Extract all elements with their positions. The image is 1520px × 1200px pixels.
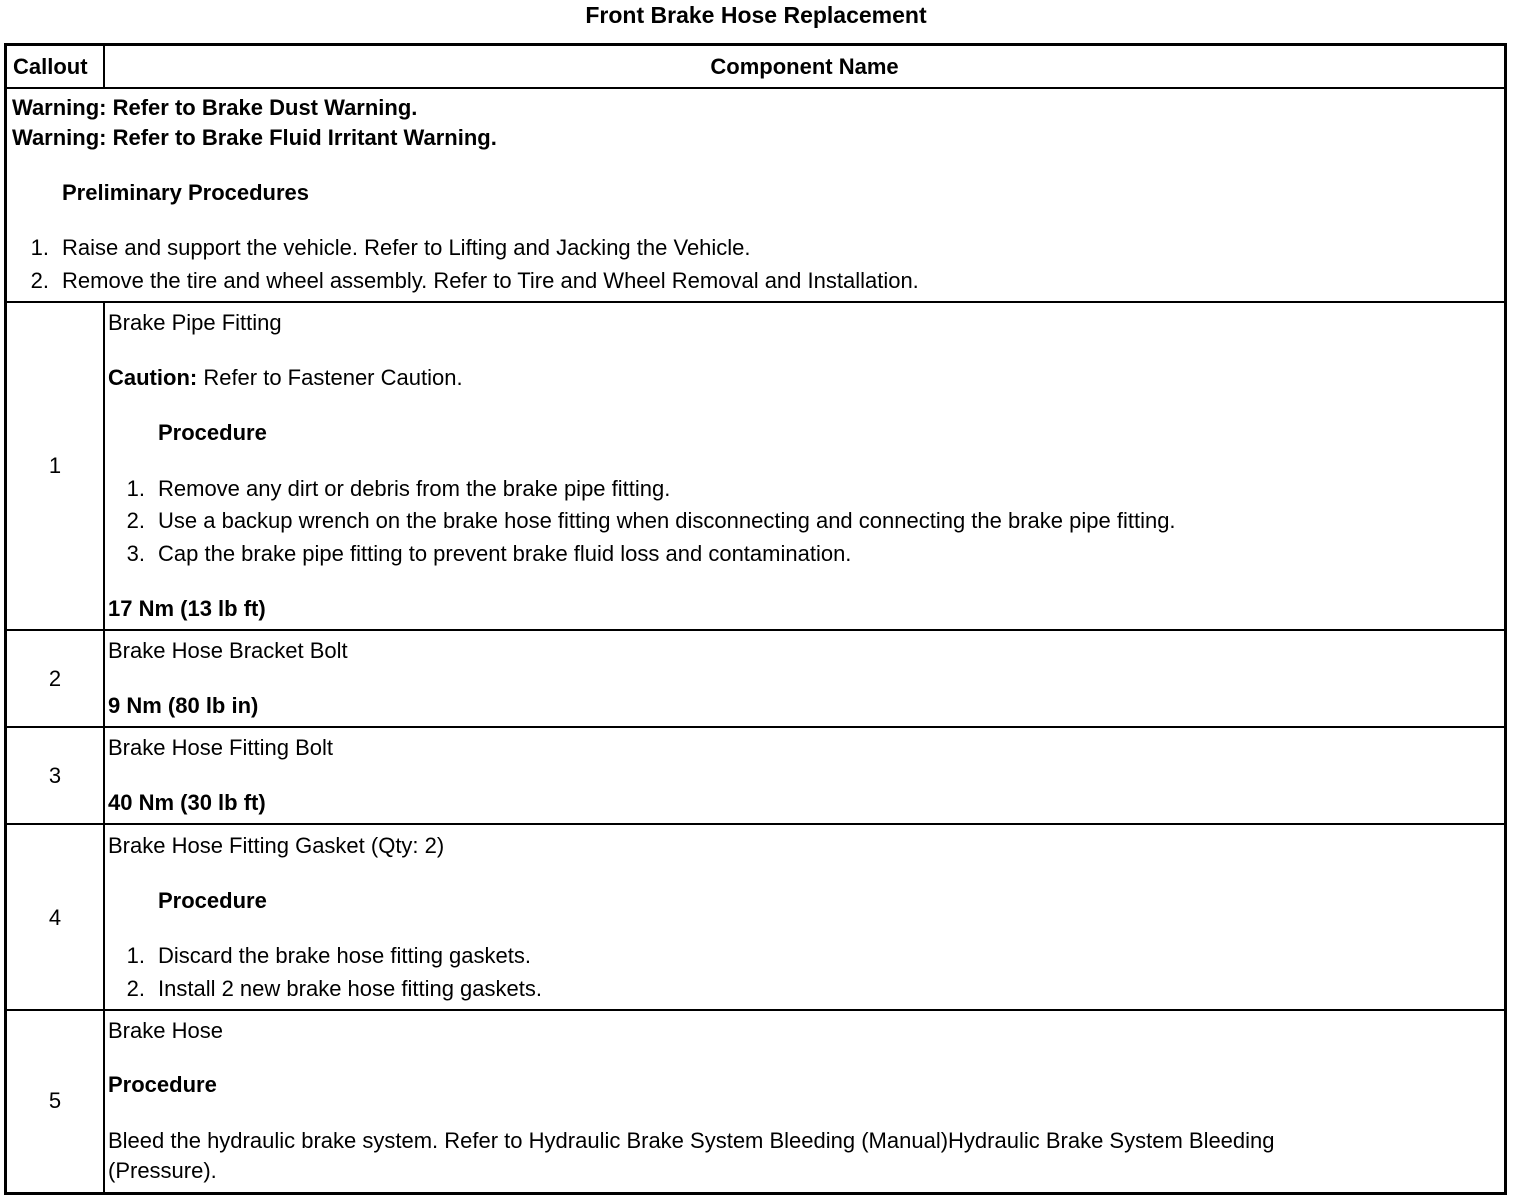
column-divider bbox=[103, 301, 105, 1192]
row-divider bbox=[7, 301, 1504, 303]
header-divider bbox=[7, 87, 1504, 89]
callout-number: 4 bbox=[48, 905, 62, 930]
step-number: 2. bbox=[126, 976, 145, 1001]
callout-header: Callout bbox=[13, 54, 88, 79]
warning-text: Warning: Refer to Brake Dust Warning. bbox=[12, 95, 418, 120]
torque-spec: 9 Nm (80 lb in) bbox=[108, 693, 259, 718]
procedure-heading: Procedure bbox=[158, 420, 267, 445]
step-number: 1. bbox=[30, 235, 49, 260]
step-text: Install 2 new brake hose fitting gaskets. bbox=[158, 976, 542, 1001]
step-text: Cap the brake pipe fitting to prevent brake fluid loss and contamination. bbox=[158, 541, 852, 566]
callout-number: 2 bbox=[48, 666, 62, 691]
row-divider bbox=[7, 629, 1504, 631]
step-text: Remove any dirt or debris from the brake pipe fitting. bbox=[158, 476, 671, 501]
row-divider bbox=[7, 1009, 1504, 1011]
torque-spec: 17 Nm (13 lb ft) bbox=[108, 596, 266, 621]
step-number: 2. bbox=[30, 268, 49, 293]
procedure-heading: Procedure bbox=[108, 1072, 217, 1097]
caution-label: Caution: bbox=[108, 365, 198, 390]
caution-text: Refer to Fastener Caution. bbox=[197, 365, 463, 390]
step-number: 3. bbox=[126, 541, 145, 566]
step-number: 1. bbox=[126, 943, 145, 968]
procedure-text: Bleed the hydraulic brake system. Refer to Hydraulic Brake System Bleeding (Manual)Hydraulic Brake System Bleeding bbox=[108, 1128, 1275, 1153]
torque-spec: 40 Nm (30 lb ft) bbox=[108, 790, 266, 815]
component-name: Brake Hose Bracket Bolt bbox=[108, 638, 348, 663]
row-divider bbox=[7, 726, 1504, 728]
warning-text: Warning: Refer to Brake Fluid Irritant Warning. bbox=[12, 125, 497, 150]
section-heading: Preliminary Procedures bbox=[62, 180, 310, 205]
component-name: Brake Hose Fitting Bolt bbox=[108, 735, 333, 760]
step-text: Remove the tire and wheel assembly. Refer to Tire and Wheel Removal and Installation. bbox=[62, 268, 919, 293]
step-text: Raise and support the vehicle. Refer to Lifting and Jacking the Vehicle. bbox=[62, 235, 751, 260]
step-text: Discard the brake hose fitting gaskets. bbox=[158, 943, 531, 968]
procedure-text: (Pressure). bbox=[108, 1158, 217, 1183]
component-name: Brake Hose bbox=[108, 1018, 223, 1043]
component-name: Brake Pipe Fitting bbox=[108, 310, 282, 335]
step-number: 1. bbox=[126, 476, 145, 501]
procedure-heading: Procedure bbox=[158, 888, 267, 913]
step-number: 2. bbox=[126, 508, 145, 533]
callout-number: 1 bbox=[48, 453, 62, 478]
component-name: Brake Hose Fitting Gasket (Qty: 2) bbox=[108, 833, 445, 858]
component-name-header: Component Name bbox=[710, 54, 899, 79]
callout-number: 3 bbox=[48, 763, 62, 788]
row-divider bbox=[7, 823, 1504, 825]
component-table bbox=[4, 43, 1507, 1195]
step-text: Use a backup wrench on the brake hose fitting when disconnecting and connecting the brake pipe fitting. bbox=[158, 508, 1176, 533]
caution-note bbox=[108, 365, 463, 391]
page-title: Front Brake Hose Replacement bbox=[585, 2, 927, 28]
callout-number: 5 bbox=[48, 1088, 62, 1113]
